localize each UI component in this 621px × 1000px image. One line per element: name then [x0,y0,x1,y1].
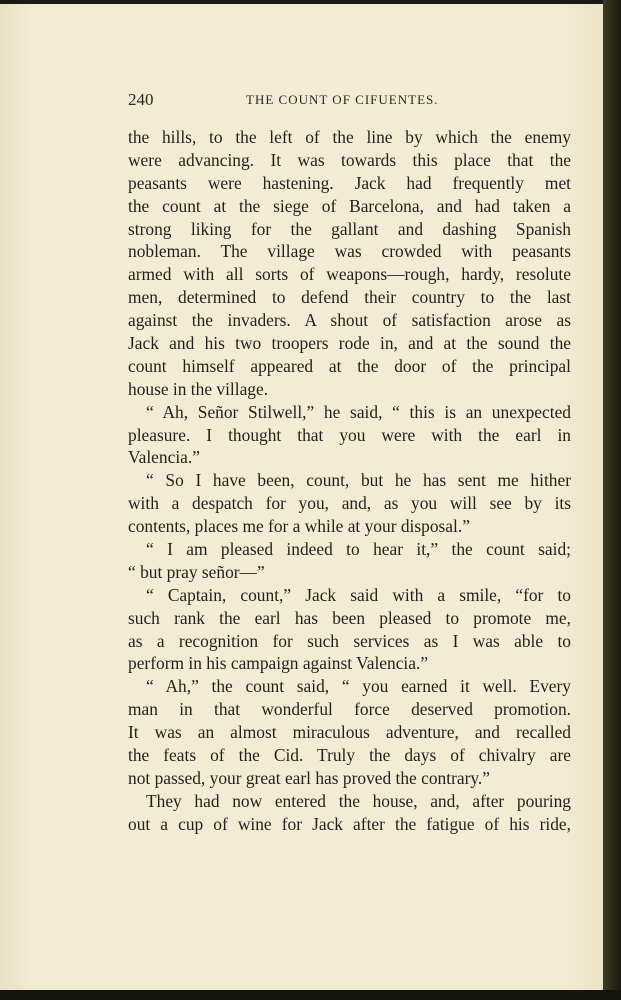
text-line: “ Ah, Señor Stilwell,” he said, “ this is an unexpected [146,401,571,422]
text-line: count himself appeared at the door of the principal [128,355,571,376]
text-line: men, determined to defend their country to the last [128,287,571,308]
page-number: 240 [128,90,154,109]
text-line: nobleman. The village was crowded with peasants [128,241,571,262]
text-line: pleasure. I thought that you were with the earl in [128,424,571,445]
text-line: the count at the siege of Barcelona, and had taken a [128,195,571,216]
text-line: “ Ah,” the count said, “ you earned it well. Every [146,676,571,697]
text-line: “ So I have been, count, but he has sent me hither [146,470,571,491]
text-line: were advancing. It was towards this place that the [128,149,571,170]
book-page [0,4,603,990]
text-line: strong liking for the gallant and dashing Spanish [128,218,571,239]
text-line: peasants were hastening. Jack had frequently met [128,172,571,193]
text-line: armed with all sorts of weapons—rough, hardy, resolute [128,264,571,285]
text-line: out a cup of wine for Jack after the fatigue of his ride, [128,813,571,834]
page-edge-shadow [603,0,621,1000]
text-line: Valencia.” [128,447,200,468]
text-line: against the invaders. A shout of satisfaction arose as [128,310,571,331]
text-line: the feats of the Cid. Truly the days of chivalry are [128,745,571,766]
text-line: Jack and his two troopers rode in, and at the sound the [128,333,571,354]
text-line: such rank the earl has been pleased to promote me, [128,607,571,628]
text-line: house in the village. [128,378,269,399]
bottom-edge-shadow [0,990,621,1000]
text-line: contents, places me for a while at your disposal.” [128,516,470,537]
running-title: THE COUNT OF CIFUENTES. [246,92,439,107]
text-line: “ but pray señor—” [128,561,265,582]
text-line: with a despatch for you, and, as you will see by its [128,493,571,514]
text-line: perform in his campaign against Valencia.” [128,653,429,674]
text-line: man in that wonderful force deserved promotion. [128,699,571,720]
text-line: as a recognition for such services as I was able to [128,630,571,651]
body-text [128,126,571,836]
page-header [128,90,571,114]
text-line: not passed, your great earl has proved the contrary.” [128,767,491,788]
text-line: It was an almost miraculous adventure, and recalled [128,722,571,743]
text-line: “ I am pleased indeed to hear it,” the count said; [146,539,571,560]
text-line: “ Captain, count,” Jack said with a smile, “for to [146,584,571,605]
text-line: They had now entered the house, and, after pouring [146,790,571,811]
text-line: the hills, to the left of the line by which the enemy [128,127,571,147]
